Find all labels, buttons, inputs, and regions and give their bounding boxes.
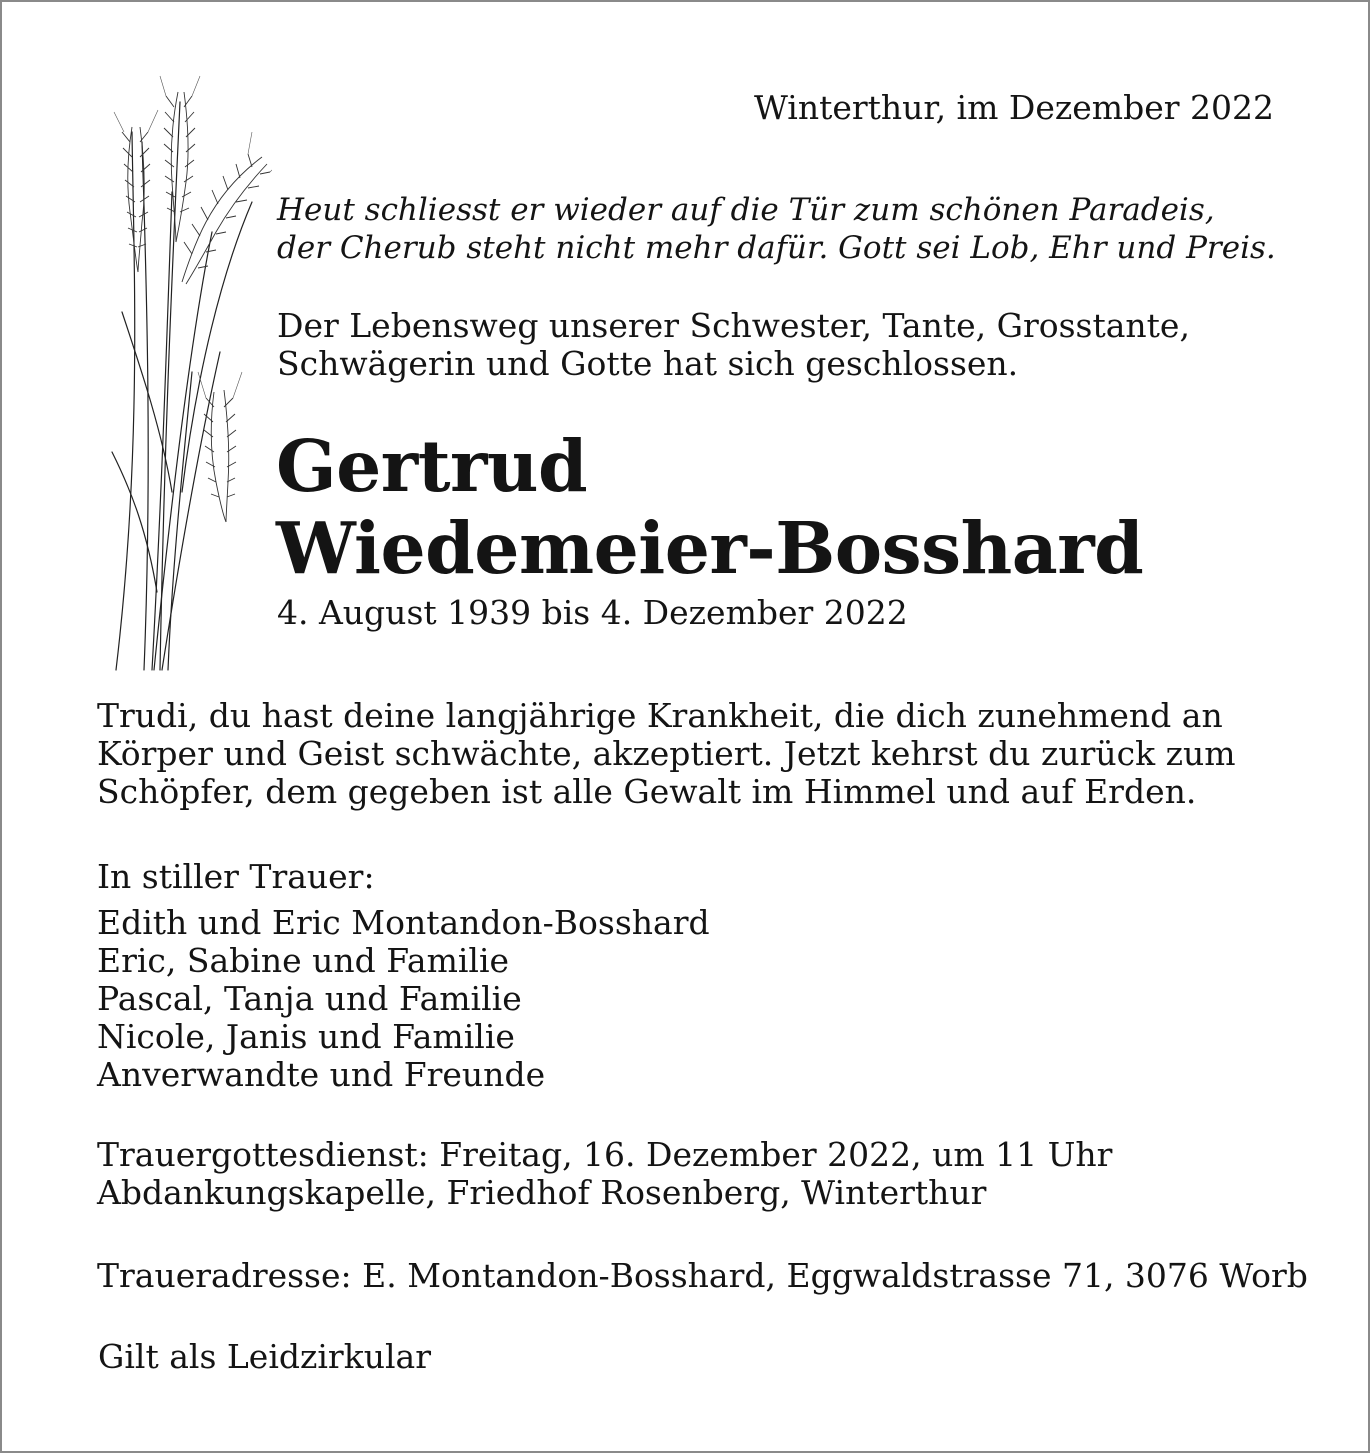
mourner-name: Nicole, Janis und Familie [97, 1017, 515, 1056]
intro-line: Der Lebensweg unserer Schwester, Tante, Grosstante, [277, 306, 1190, 345]
message-line: Schöpfer, dem gegeben ist alle Gewalt im Himmel und auf Erden. [97, 772, 1197, 811]
intro-line: Schwägerin und Gotte hat sich geschlossen. [277, 344, 1019, 383]
service-line: Abdankungskapelle, Friedhof Rosenberg, Winterthur [97, 1173, 987, 1212]
verse-line: Heut schliesst er wieder auf die Tür zum schönen Paradeis, [277, 192, 1215, 228]
mourner-name: Eric, Sabine und Familie [97, 941, 510, 980]
life-dates: 4. August 1939 bis 4. Dezember 2022 [277, 593, 908, 632]
verse-line: der Cherub steht nicht mehr dafür. Gott sei Lob, Ehr und Preis. [277, 230, 1276, 266]
circular-note: Gilt als Leidzirkular [98, 1337, 431, 1376]
mourner-name: Edith und Eric Montandon-Bosshard [97, 903, 710, 942]
mourner-name: Anverwandte und Freunde [97, 1055, 546, 1094]
message-line: Körper und Geist schwächte, akzeptiert. Jetzt kehrst du zurück zum [97, 734, 1236, 773]
service-line: Trauergottesdienst: Freitag, 16. Dezember 2022, um 11 Uhr [97, 1135, 1113, 1174]
place-date: Winterthur, im Dezember 2022 [753, 88, 1274, 127]
mourner-name: Pascal, Tanja und Familie [97, 979, 522, 1018]
deceased-last-name: Wiedemeier-Bosshard [276, 506, 1144, 590]
wheat-ears-icon [102, 72, 272, 672]
mourners-heading: In stiller Trauer: [97, 857, 375, 896]
mourning-address: Traueradresse: E. Montandon-Bosshard, Eggwaldstrasse 71, 3076 Worb [97, 1256, 1308, 1295]
message-line: Trudi, du hast deine langjährige Krankheit, die dich zunehmend an [97, 696, 1223, 735]
deceased-first-name: Gertrud [276, 424, 588, 508]
